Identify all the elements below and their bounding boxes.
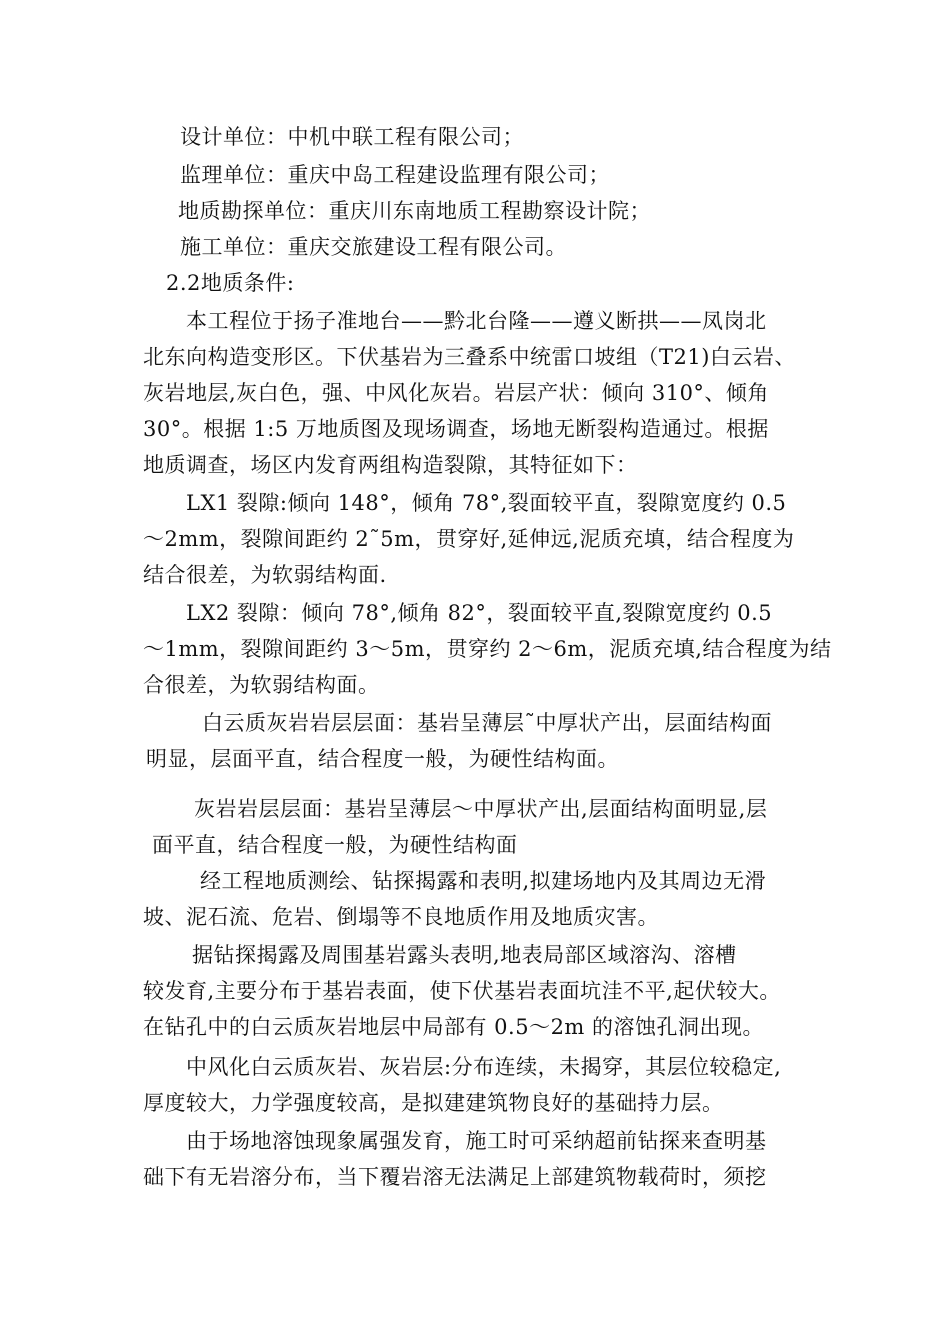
supervision-unit-line: 监理单位：重庆中岛工程建设监理有限公司； [180, 163, 610, 187]
lx2-line: 合很差，为软弱结构面。 [143, 673, 380, 697]
lx2-line: ～1mm，裂隙间距约 3～5m，贯穿约 2～6m，泥质充填,结合程度为结 [143, 637, 832, 661]
paragraph-line: 北东向构造变形区。下伏基岩为三叠系中统雷口坡组（T21)白云岩、 [143, 345, 796, 369]
lx1-line: LX1 裂隙:倾向 148°，倾角 78°,裂面较平直，裂隙宽度约 0.5 [186, 491, 787, 515]
limestone-line: 灰岩岩层层面：基岩呈薄层～中厚状产出,层面结构面明显,层 [194, 797, 768, 821]
advance-drilling-line: 础下有无岩溶分布，当下覆岩溶无法满足上部建筑物载荷时，须挖 [143, 1165, 767, 1189]
advance-drilling-line: 由于场地溶蚀现象属强发育，施工时可采纳超前钻探来查明基 [186, 1129, 767, 1153]
paragraph-line: 30°。根据 1:5 万地质图及现场调查，场地无断裂构造通过。根据 [143, 417, 769, 441]
survey-result-line: 坡、泥石流、危岩、倒塌等不良地质作用及地质灾害。 [143, 905, 659, 929]
design-unit-line: 设计单位：中机中联工程有限公司； [180, 125, 524, 149]
dolomite-line: 明显，层面平直，结合程度一般，为硬性结构面。 [146, 747, 619, 771]
limestone-line: 面平直，结合程度一般，为硬性结构面 [152, 833, 518, 857]
construction-unit-line: 施工单位：重庆交旅建设工程有限公司。 [180, 235, 567, 259]
paragraph-line: 灰岩地层,灰白色，强、中风化灰岩。岩层产状：倾向 310°、倾角 [143, 381, 769, 405]
lx2-line: LX2 裂隙：倾向 78°,倾角 82°，裂面较平直,裂隙宽度约 0.5 [186, 601, 773, 625]
lx1-line: 结合很差，为软弱结构面. [143, 563, 387, 587]
section-heading: 2.2地质条件: [166, 271, 295, 295]
karst-line: 据钻探揭露及周围基岩露头表明,地表局部区域溶沟、溶槽 [192, 943, 737, 967]
survey-unit-line: 地质勘探单位：重庆川东南地质工程勘察设计院； [178, 199, 651, 223]
paragraph-line: 本工程位于扬子准地台——黔北台隆——遵义断拱——凤岗北 [186, 309, 767, 333]
karst-line: 在钻孔中的白云质灰岩地层中局部有 0.5～2m 的溶蚀孔洞出现。 [143, 1015, 765, 1039]
karst-line: 较发育,主要分布于基岩表面，使下伏基岩表面坑洼不平,起伏较大。 [143, 979, 781, 1003]
paragraph-line: 地质调查，场区内发育两组构造裂隙，其特征如下： [143, 453, 638, 477]
bearing-layer-line: 厚度较大，力学强度较高，是拟建建筑物良好的基础持力层。 [143, 1091, 724, 1115]
bearing-layer-line: 中风化白云质灰岩、灰岩层:分布连续，未揭穿，其层位较稳定, [186, 1055, 782, 1079]
dolomite-line: 白云质灰岩岩层层面：基岩呈薄层˜中厚状产出，层面结构面 [202, 711, 772, 735]
lx1-line: ～2mm，裂隙间距约 2˜5m，贯穿好,延伸远,泥质充填，结合程度为 [143, 527, 795, 551]
survey-result-line: 经工程地质测绘、钻探揭露和表明,拟建场地内及其周边无滑 [200, 869, 767, 893]
